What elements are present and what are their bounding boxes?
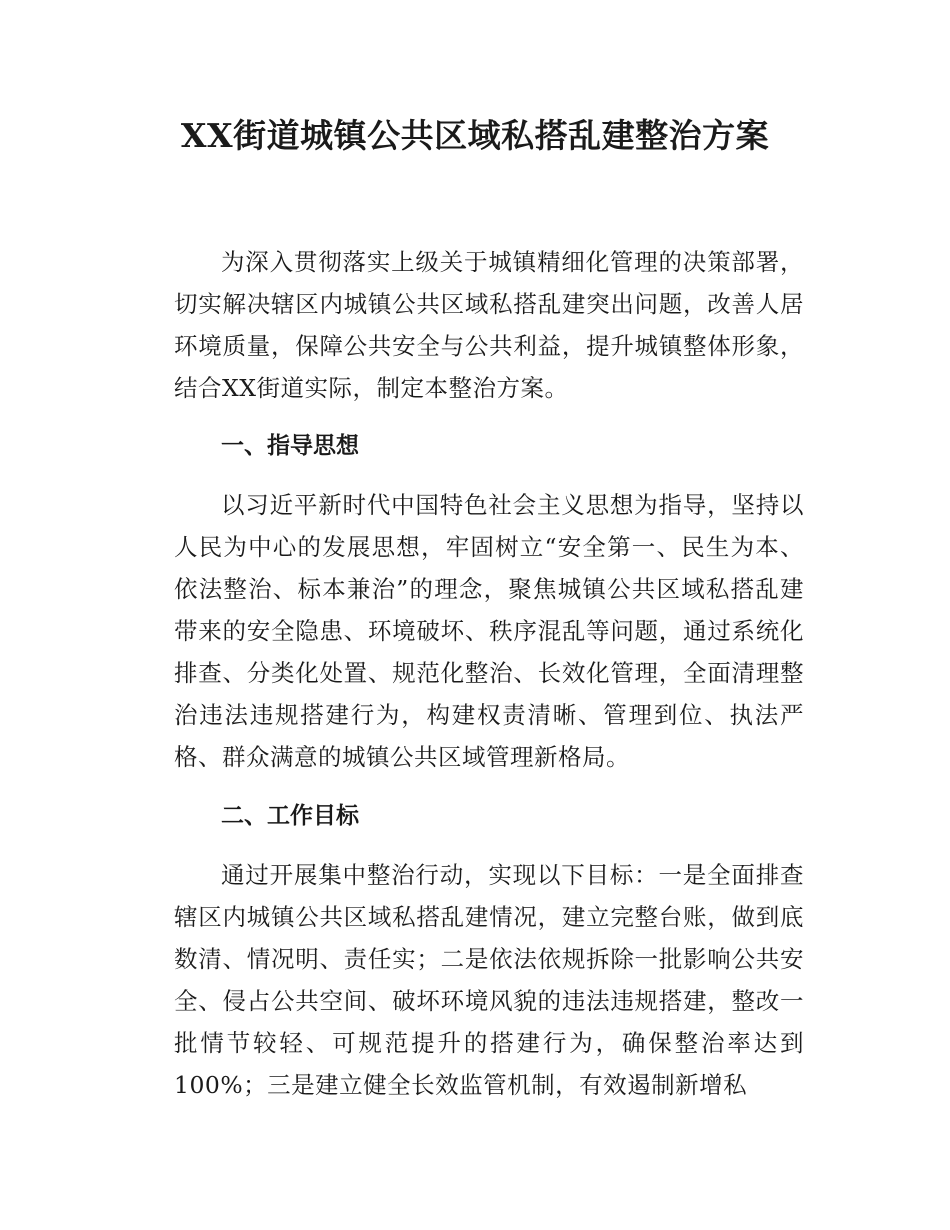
section-body-work-goals: 通过开展集中整治行动，实现以下目标：一是全面排查辖区内城镇公共区域私搭乱建情况，建立完整台账，做到底数清、情况明、责任实；二是依法依规拆除一批影响公共安全、侵占公共空间、破坏环境风貌的违法违规搭建，整改一批情节较轻、可规范提升的搭建行为，确保整治率达到100%；三是建立健全长效监管机制，有效遏制新增私 [174,861,804,1099]
section-heading-work-goals: 二、工作目标 [221,803,359,829]
section-body-guiding-ideology: 以习近平新时代中国特色社会主义思想为指导，坚持以人民为中心的发展思想，牢固树立“安全第一、民生为本、依法整治、标本兼治”的理念，聚焦城镇公共区域私搭乱建带来的安全隐患、环境破坏、秩序混乱等问题，通过系统化排查、分类化处置、规范化整治、长效化管理，全面清理整治违法违规搭建行为，构建权责清晰、管理到位、执法严格、群众满意的城镇公共区域管理新格局。 [174,491,804,771]
section-heading-guiding-ideology: 一、指导思想 [221,433,359,459]
intro-paragraph: 为深入贯彻落实上级关于城镇精细化管理的决策部署，切实解决辖区内城镇公共区域私搭乱建突出问题，改善人居环境质量，保障公共安全与公共利益，提升城镇整体形象，结合XX街道实际，制定本整治方案。 [174,248,804,402]
document-title: XX街道城镇公共区域私搭乱建整治方案 [180,116,770,155]
